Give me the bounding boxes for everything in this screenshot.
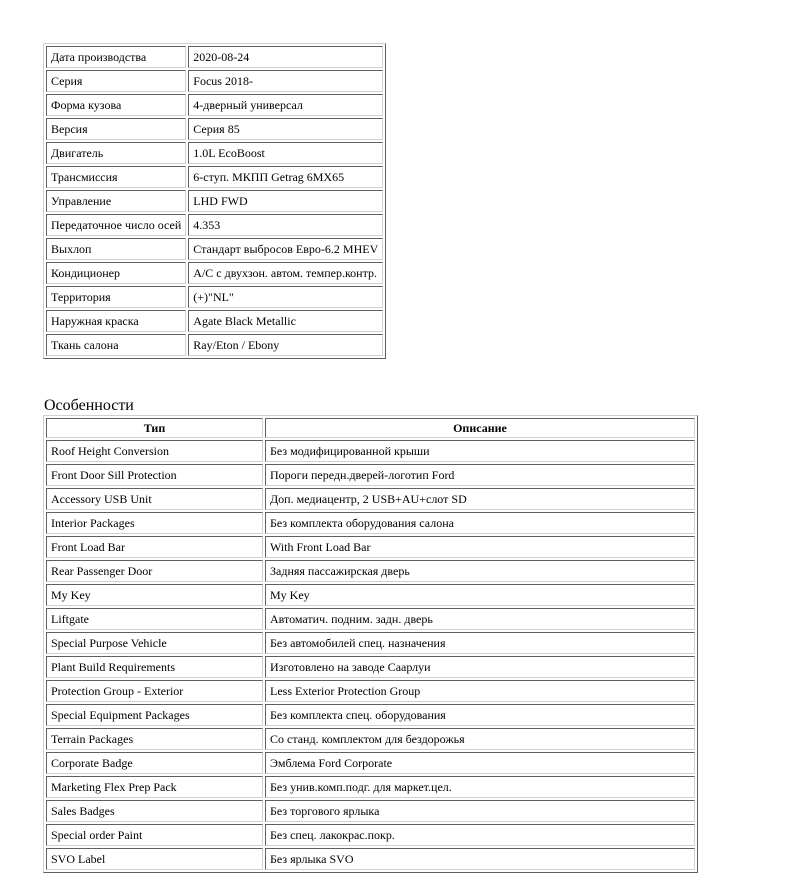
vehicle-info-value: 1.0L EcoBoost [188, 142, 383, 164]
feature-type: Special Equipment Packages [46, 704, 263, 726]
vehicle-info-row [46, 70, 383, 92]
vehicle-info-label: Территория [46, 286, 186, 308]
vehicle-info-value: LHD FWD [188, 190, 383, 212]
vehicle-info-label: Дата производства [46, 46, 186, 68]
vehicle-info-row [46, 118, 383, 140]
feature-description: Без торгового ярлыка [265, 800, 695, 822]
vehicle-info-value: Agate Black Metallic [188, 310, 383, 332]
features-header [46, 418, 695, 438]
feature-type: Plant Build Requirements [46, 656, 263, 678]
vehicle-info-value: Focus 2018- [188, 70, 383, 92]
vehicle-info-table [43, 43, 386, 359]
feature-row [46, 584, 695, 606]
feature-row [46, 680, 695, 702]
feature-description: Без комплекта спец. оборудования [265, 704, 695, 726]
vehicle-info-value: 4.353 [188, 214, 383, 236]
feature-type: Protection Group - Exterior [46, 680, 263, 702]
vehicle-info-value: A/C с двухзон. автом. темпер.контр. [188, 262, 383, 284]
feature-type: Front Door Sill Protection [46, 464, 263, 486]
feature-row [46, 560, 695, 582]
feature-row [46, 824, 695, 846]
vehicle-info-row [46, 334, 383, 356]
vehicle-info-label: Передаточное число осей [46, 214, 186, 236]
vehicle-info-row [46, 142, 383, 164]
vehicle-info-label: Форма кузова [46, 94, 186, 116]
feature-type: Front Load Bar [46, 536, 263, 558]
vehicle-info-body [46, 46, 383, 356]
vehicle-info-label: Версия [46, 118, 186, 140]
feature-row [46, 704, 695, 726]
feature-description: Со станд. комплектом для бездорожья [265, 728, 695, 750]
vehicle-info-label: Двигатель [46, 142, 186, 164]
features-header-row [46, 418, 695, 438]
feature-description: With Front Load Bar [265, 536, 695, 558]
vehicle-info-label: Трансмиссия [46, 166, 186, 188]
vehicle-info-row [46, 46, 383, 68]
feature-type: Sales Badges [46, 800, 263, 822]
feature-description: Без унив.комп.подг. для маркет.цел. [265, 776, 695, 798]
vehicle-info-label: Выхлоп [46, 238, 186, 260]
feature-type: Accessory USB Unit [46, 488, 263, 510]
feature-row [46, 488, 695, 510]
feature-description: Доп. медиацентр, 2 USB+AU+слот SD [265, 488, 695, 510]
feature-description: Без модифицированной крыши [265, 440, 695, 462]
vehicle-info-value: 6-ступ. МКПП Getrag 6MX65 [188, 166, 383, 188]
column-header-type: Тип [46, 418, 263, 438]
feature-description: Less Exterior Protection Group [265, 680, 695, 702]
feature-type: Corporate Badge [46, 752, 263, 774]
feature-description: Без комплекта оборудования салона [265, 512, 695, 534]
vehicle-info-label: Управление [46, 190, 186, 212]
feature-type: My Key [46, 584, 263, 606]
vehicle-info-label: Наружная краска [46, 310, 186, 332]
feature-description: Эмблема Ford Corporate [265, 752, 695, 774]
feature-row [46, 608, 695, 630]
feature-row [46, 440, 695, 462]
feature-row [46, 632, 695, 654]
feature-type: Terrain Packages [46, 728, 263, 750]
vehicle-info-value: Серия 85 [188, 118, 383, 140]
feature-type: Roof Height Conversion [46, 440, 263, 462]
vehicle-info-label: Кондиционер [46, 262, 186, 284]
vehicle-info-value: Стандарт выбросов Евро-6.2 MHEV [188, 238, 383, 260]
vehicle-info-row [46, 286, 383, 308]
feature-description: Задняя пассажирская дверь [265, 560, 695, 582]
vehicle-info-row [46, 166, 383, 188]
feature-description: Автоматич. подним. задн. дверь [265, 608, 695, 630]
vehicle-info-row [46, 214, 383, 236]
feature-type: Marketing Flex Prep Pack [46, 776, 263, 798]
feature-row [46, 512, 695, 534]
features-table [43, 415, 698, 873]
feature-row [46, 464, 695, 486]
feature-type: SVO Label [46, 848, 263, 870]
vehicle-info-value: (+)"NL" [188, 286, 383, 308]
feature-type: Special order Paint [46, 824, 263, 846]
column-header-description: Описание [265, 418, 695, 438]
feature-row [46, 800, 695, 822]
vehicle-info-label: Ткань салона [46, 334, 186, 356]
feature-row [46, 728, 695, 750]
vehicle-info-value: 4-дверный универсал [188, 94, 383, 116]
feature-type: Liftgate [46, 608, 263, 630]
vehicle-info-label: Серия [46, 70, 186, 92]
vehicle-info-row [46, 190, 383, 212]
feature-row [46, 536, 695, 558]
vehicle-info-value: 2020-08-24 [188, 46, 383, 68]
features-body [46, 440, 695, 870]
feature-description: Без ярлыка SVO [265, 848, 695, 870]
feature-description: My Key [265, 584, 695, 606]
vehicle-info-row [46, 238, 383, 260]
feature-description: Пороги передн.дверей-логотип Ford [265, 464, 695, 486]
vehicle-info-row [46, 94, 383, 116]
feature-row [46, 752, 695, 774]
feature-type: Rear Passenger Door [46, 560, 263, 582]
features-caption: Особенности [44, 397, 134, 414]
feature-description: Изготовлено на заводе Саарлуи [265, 656, 695, 678]
vehicle-info-row [46, 262, 383, 284]
feature-row [46, 656, 695, 678]
vehicle-info-value: Ray/Eton / Ebony [188, 334, 383, 356]
vehicle-info-row [46, 310, 383, 332]
feature-row [46, 776, 695, 798]
feature-description: Без спец. лакокрас.покр. [265, 824, 695, 846]
feature-type: Interior Packages [46, 512, 263, 534]
feature-type: Special Purpose Vehicle [46, 632, 263, 654]
feature-description: Без автомобилей спец. назначения [265, 632, 695, 654]
